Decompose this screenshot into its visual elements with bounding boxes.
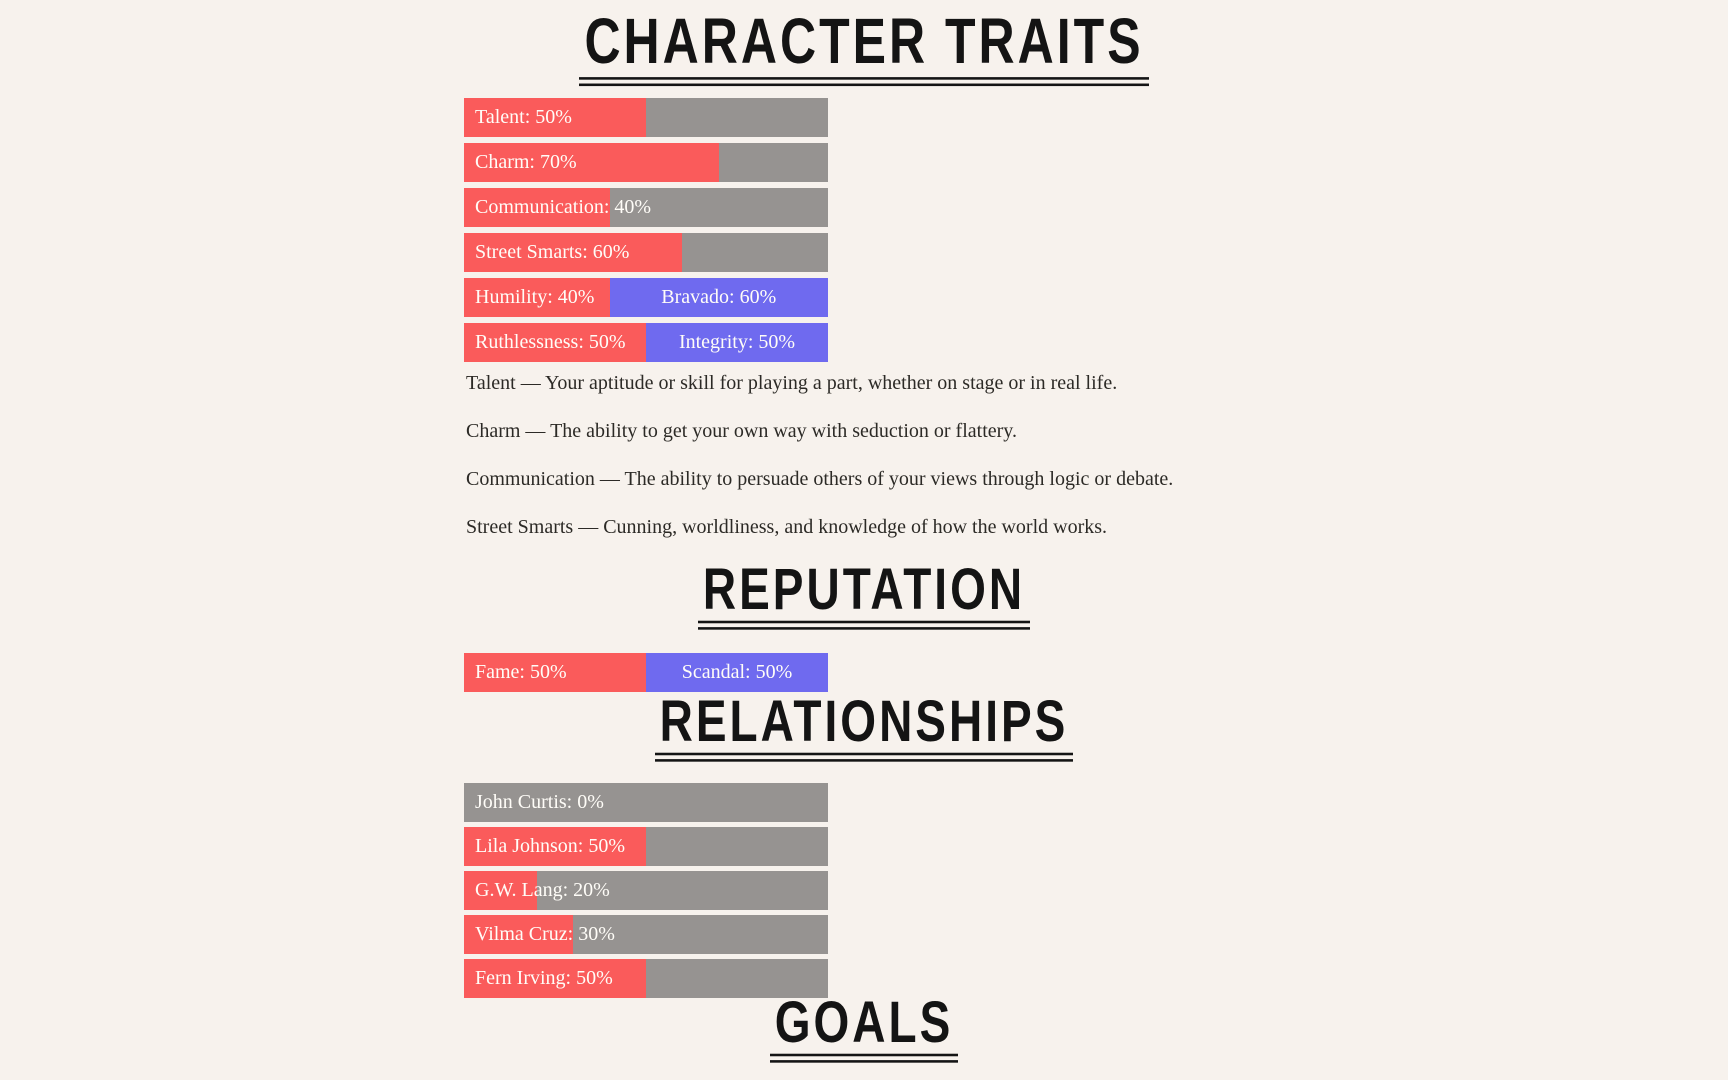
trait-descriptions: [466, 372, 1366, 564]
description-communication: Communication — The ability to persuade others of your views through logic or debate.: [466, 468, 1174, 490]
reputation-heading-text: REPUTATION: [698, 558, 1030, 630]
relationship-bar-fern-irving-label: Fern Irving: 50%: [475, 967, 613, 989]
goals-heading-text: GOALS: [770, 991, 959, 1063]
stat-bar-communication: [464, 188, 828, 227]
relationship-bar-vilma-cruz-label: Vilma Cruz: 30%: [475, 923, 615, 945]
relationship-bar-john-curtis: [464, 783, 828, 822]
stat-bar-integrity-label: Integrity: 50%: [678, 331, 796, 353]
stat-bar-bravado-segment: [610, 278, 828, 317]
stat-bar-integrity-segment: [646, 323, 828, 362]
stat-bar-humility-segment: [464, 278, 610, 317]
stat-bar-bravado-label: Bravado: 60%: [661, 286, 777, 308]
stat-bar-charm: [464, 143, 828, 182]
trait-bars: [464, 98, 828, 368]
relationship-bar-gw-lang-label: G.W. Lang: 20%: [475, 879, 610, 901]
relationship-bar-lila-johnson-label: Lila Johnson: 50%: [475, 835, 625, 857]
stat-bar-humility-label: Humility: 40%: [475, 286, 595, 308]
stat-bar-ruthlessness-integrity: [464, 323, 828, 362]
description-charm: Charm — The ability to get your own way with seduction or flattery.: [466, 420, 1017, 442]
stat-bar-fame-label: Fame: 50%: [475, 661, 567, 683]
description-talent: Talent — Your aptitude or skill for playing a part, whether on stage or in real life.: [466, 372, 1118, 394]
relationships-heading: [464, 687, 1264, 754]
character-traits-heading: [464, 5, 1264, 78]
stat-bar-street-smarts: [464, 233, 828, 272]
relationship-bars: [464, 783, 828, 1003]
relationship-bar-gw-lang: [464, 871, 828, 910]
stat-bar-charm-label: Charm: 70%: [475, 151, 577, 173]
stat-bar-ruthlessness-label: Ruthlessness: 50%: [475, 331, 626, 353]
relationships-heading-text: RELATIONSHIPS: [655, 690, 1074, 762]
stat-bar-scandal-label: Scandal: 50%: [681, 661, 793, 683]
stat-bar-street-smarts-label: Street Smarts: 60%: [475, 241, 630, 263]
stat-bar-humility-bravado: [464, 278, 828, 317]
content-column: [464, 0, 1264, 1080]
reputation-heading: [464, 555, 1264, 622]
relationship-bar-lila-johnson: [464, 827, 828, 866]
stat-bar-talent: [464, 98, 828, 137]
stat-bar-communication-label: Communication: 40%: [475, 196, 652, 218]
goals-heading: [464, 988, 1264, 1055]
stat-bar-fame-scandal: [464, 653, 828, 692]
stat-bar-talent-label: Talent: 50%: [475, 106, 572, 128]
stat-bar-scandal-segment: [646, 653, 828, 692]
stat-bar-ruthlessness-segment: [464, 323, 646, 362]
relationship-bar-vilma-cruz: [464, 915, 828, 954]
relationship-bar-john-curtis-label: John Curtis: 0%: [475, 791, 604, 813]
description-street-smarts: Street Smarts — Cunning, worldliness, and knowledge of how the world works.: [466, 516, 1108, 538]
stat-bar-fame-segment: [464, 653, 646, 692]
character-traits-heading-text: CHARACTER TRAITS: [579, 8, 1148, 85]
